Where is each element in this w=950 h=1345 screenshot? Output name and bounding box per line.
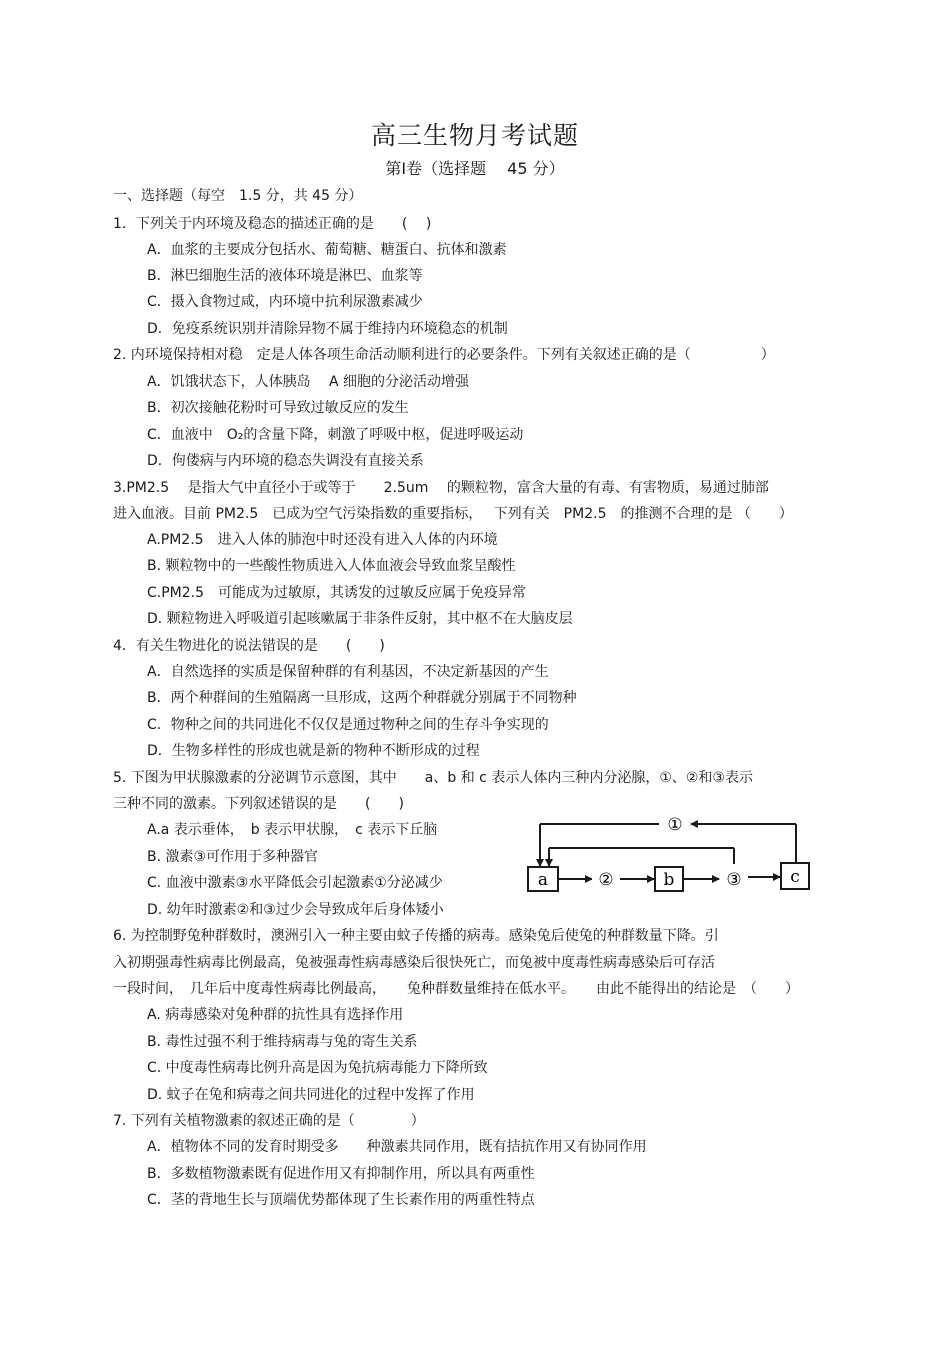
question-7-stem: 7. 下列有关植物激素的叙述正确的是（ ） — [113, 1113, 425, 1129]
node-b — [655, 867, 683, 891]
exam-title: 高三生物月考试题 — [370, 121, 579, 150]
question-6-option-d: D. 蚊子在兔和病毒之间共同进化的过程中发挥了作用 — [147, 1087, 475, 1103]
question-6-option-a: A. 病毒感染对兔种群的抗性具有选择作用 — [147, 1007, 404, 1023]
question-3-option-d: D. 颗粒物进入呼吸道引起咳嗽属于非条件反射，其中枢不在大脑皮层 — [147, 611, 573, 627]
question-5-option-a: A.a 表示垂体， b 表示甲状腺， c 表示下丘脑 — [147, 822, 438, 838]
question-3-option-c: C.PM2.5 可能成为过敏原，其诱发的过敏反应属于免疫异常 — [147, 585, 527, 601]
question-6-option-c: C. 中度毒性病毒比例升高是因为兔抗病毒能力下降所致 — [147, 1060, 488, 1076]
exam-subtitle: 第Ⅰ卷（选择题 45 分） — [385, 159, 565, 178]
question-5-option-b: B. 激素③可作用于多种器官 — [147, 849, 319, 865]
hormone-3-label: ③ — [726, 870, 742, 890]
question-6-stem-line-3: 一段时间， 几年后中度毒性病毒比例最高， 兔种群数量维持在低水平。 由此不能得出的结论是 （ ） — [113, 981, 799, 997]
node-a — [528, 867, 558, 891]
question-5-stem-line-1: 5. 下图为甲状腺激素的分泌调节示意图，其中 a、b 和 c 表示人体内三种内分泌腺，①、②和③表示 — [113, 770, 753, 786]
question-4-option-c: C．物种之间的共同进化不仅仅是通过物种之间的生存斗争实现的 — [147, 717, 549, 733]
question-4-option-b: B．两个种群间的生殖隔离一旦形成，这两个种群就分别属于不同物种 — [147, 690, 577, 706]
question-4-option-d: D．生物多样性的形成也就是新的物种不断形成的过程 — [147, 743, 480, 759]
question-5-option-c: C. 血液中激素③水平降低会引起激素①分泌减少 — [147, 875, 443, 891]
question-2-option-b: B．初次接触花粉时可导致过敏反应的发生 — [147, 400, 409, 416]
question-1-option-d: D．免疫系统识别并清除异物不属于维持内环境稳态的机制 — [147, 321, 508, 337]
question-3-stem-line-1: 3.PM2.5 是指大气中直径小于或等于 2.5um 的颗粒物，富含大量的有毒、有害物质，易通过肺部 — [113, 480, 769, 496]
question-4-stem: 4．有关生物进化的说法错误的是 ( ) — [113, 638, 385, 654]
question-3-option-b: B. 颗粒物中的一些酸性物质进入人体血液会导致血浆呈酸性 — [147, 558, 516, 574]
question-1-option-a: A．血浆的主要成分包括水、葡萄糖、糖蛋白、抗体和激素 — [147, 242, 507, 258]
hormone-2-label: ② — [598, 870, 614, 890]
question-7-option-c: C．茎的背地生长与顶端优势都体现了生长素作用的两重性特点 — [147, 1192, 535, 1208]
node-c-label: c — [790, 867, 800, 887]
thyroid-regulation-diagram — [526, 814, 816, 898]
question-2-option-d: D．佝偻病与内环境的稳态失调没有直接关系 — [147, 453, 424, 469]
hormone-1-label: ① — [667, 815, 683, 835]
question-3-stem-line-2: 进入血液。目前 PM2.5 已成为空气污染指数的重要指标， 下列有关 PM2.5 的推测不合理的是 （ ） — [113, 506, 793, 522]
question-5-stem-line-2: 三种不同的激素。下列叙述错误的是 ( ) — [113, 796, 404, 812]
node-c — [781, 863, 809, 889]
section-header: 一、选择题（每空 1.5 分，共 45 分） — [113, 188, 363, 204]
question-6-option-b: B. 毒性过强不利于维持病毒与兔的寄生关系 — [147, 1034, 418, 1050]
question-1-stem: 1．下列关于内环境及稳态的描述正确的是 ( ) — [113, 216, 432, 232]
question-1-option-c: C．摄入食物过咸，内环境中抗利尿激素减少 — [147, 294, 423, 310]
question-4-option-a: A．自然选择的实质是保留种群的有利基因，不决定新基因的产生 — [147, 664, 549, 680]
question-2-stem: 2. 内环境保持相对稳 定是人体各项生命活动顺利进行的必要条件。下列有关叙述正确的是（ ） — [113, 347, 775, 363]
node-a-label: a — [537, 870, 549, 890]
question-6-stem-line-1: 6. 为控制野兔种群数时，澳洲引入一种主要由蚊子传播的病毒。感染兔后使兔的种群数量下降。引 — [113, 928, 719, 944]
node-b-label: b — [663, 870, 675, 890]
question-7-option-b: B．多数植物激素既有促进作用又有抑制作用，所以具有两重性 — [147, 1166, 535, 1182]
question-6-stem-line-2: 入初期强毒性病毒比例最高，兔被强毒性病毒感染后很快死亡，而兔被中度毒性病毒感染后可存活 — [113, 955, 715, 971]
question-2-option-a: A．饥饿状态下，人体胰岛 A 细胞的分泌活动增强 — [147, 374, 470, 390]
question-7-option-a: A．植物体不同的发育时期受多 种激素共同作用，既有拮抗作用又有协同作用 — [147, 1139, 647, 1155]
question-1-option-b: B．淋巴细胞生活的液体环境是淋巴、血浆等 — [147, 268, 423, 284]
question-3-option-a: A.PM2.5 进入人体的肺泡中时还没有进入人体的内环境 — [147, 532, 498, 548]
question-2-option-c: C．血液中 O₂的含量下降，刺激了呼吸中枢，促进呼吸运动 — [147, 427, 524, 443]
question-5-option-d: D. 幼年时激素②和③过少会导致成年后身体矮小 — [147, 902, 444, 918]
